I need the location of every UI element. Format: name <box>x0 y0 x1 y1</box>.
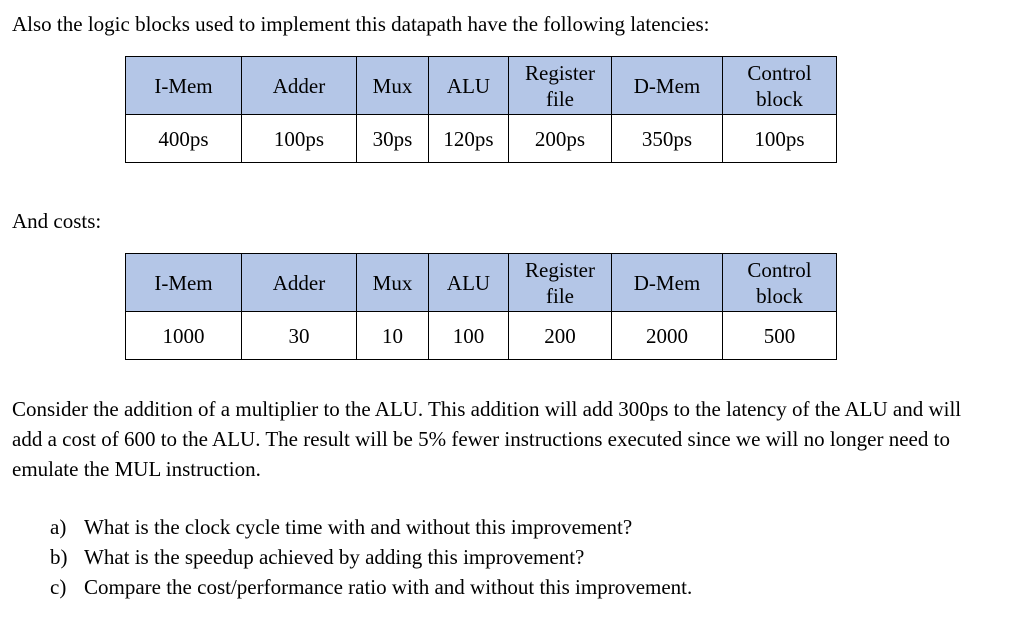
question-text: What is the clock cycle time with and without this improvement? <box>84 515 633 539</box>
header-cell <box>723 57 837 115</box>
intro-text: Also the logic blocks used to implement this datapath have the following latencies: <box>12 12 710 36</box>
header-label: ALU <box>446 73 491 98</box>
header-cell <box>242 254 357 312</box>
header-label: Control <box>747 60 812 85</box>
header-label: ALU <box>446 270 491 295</box>
header-label: I-Mem <box>154 270 213 295</box>
latency-value-cell: 100ps <box>242 115 357 163</box>
header-label: block <box>756 86 803 111</box>
question-item <box>50 572 692 602</box>
cost-value-cell: 2000 <box>612 312 723 360</box>
latency-table <box>125 56 837 163</box>
cost-value-row <box>126 312 837 360</box>
cost-value-cell: 500 <box>723 312 837 360</box>
header-cell <box>612 57 723 115</box>
latency-header-row <box>126 57 837 115</box>
question-list <box>50 512 692 602</box>
question-item <box>50 512 692 542</box>
question-text: Compare the cost/performance ratio with and without this improvement. <box>84 575 693 599</box>
latency-value-cell: 200ps <box>509 115 612 163</box>
header-cell <box>126 254 242 312</box>
problem-paragraph: Consider the addition of a multiplier to the ALU. This addition will add 300ps to the latency of the ALU and will add a cost of 600 to the ALU. The result will be 5% fewer instructions executed since we will no longer need to emulate the MUL instruction. <box>12 397 962 481</box>
header-cell <box>242 57 357 115</box>
header-cell <box>357 254 429 312</box>
cost-table <box>125 253 837 360</box>
header-cell <box>509 254 612 312</box>
cost-value-cell: 200 <box>509 312 612 360</box>
header-cell <box>612 254 723 312</box>
latency-value-row <box>126 115 837 163</box>
header-label: Control <box>747 257 812 282</box>
cost-value-cell: 10 <box>357 312 429 360</box>
header-label: block <box>756 283 803 308</box>
header-label: file <box>546 283 574 308</box>
cost-value-cell: 1000 <box>126 312 242 360</box>
header-label: Adder <box>272 270 326 295</box>
header-label: Mux <box>372 73 413 98</box>
latency-value-cell: 120ps <box>429 115 509 163</box>
header-label: I-Mem <box>154 73 213 98</box>
header-cell <box>357 57 429 115</box>
cost-header-row <box>126 254 837 312</box>
header-cell <box>509 57 612 115</box>
question-letter: b) <box>50 545 68 569</box>
header-cell <box>723 254 837 312</box>
header-label: Register <box>525 257 595 282</box>
question-letter: c) <box>50 575 67 599</box>
header-label: file <box>546 86 574 111</box>
latency-value-cell: 100ps <box>723 115 837 163</box>
cost-value-cell: 30 <box>242 312 357 360</box>
question-text: What is the speedup achieved by adding this improvement? <box>84 545 585 569</box>
header-label: D-Mem <box>633 270 701 295</box>
header-label: D-Mem <box>633 73 701 98</box>
header-cell <box>429 57 509 115</box>
header-label: Register <box>525 60 595 85</box>
header-cell <box>126 57 242 115</box>
latency-value-cell: 30ps <box>357 115 429 163</box>
latency-value-cell: 350ps <box>612 115 723 163</box>
header-label: Adder <box>272 73 326 98</box>
header-label: Mux <box>372 270 413 295</box>
costs-label: And costs: <box>12 209 102 233</box>
cost-value-cell: 100 <box>429 312 509 360</box>
latency-value-cell: 400ps <box>126 115 242 163</box>
header-cell <box>429 254 509 312</box>
question-item <box>50 542 692 572</box>
question-letter: a) <box>50 515 67 539</box>
